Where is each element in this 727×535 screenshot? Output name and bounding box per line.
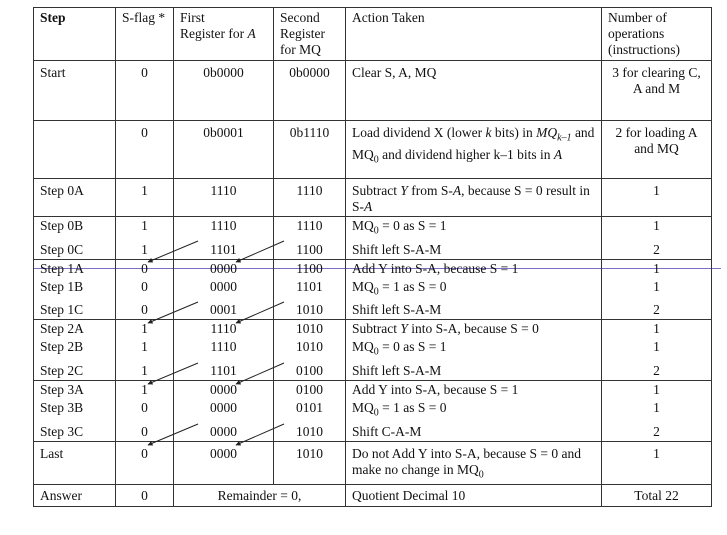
answer-total-cell: Total 22: [602, 485, 712, 507]
sflag-cell: 1: [116, 179, 174, 217]
sflag-cell: 0: [116, 441, 174, 485]
step-cell: Step 2B: [34, 338, 116, 362]
table-row: [34, 259, 712, 278]
action-cell: Add Y into S-A, because S = 1: [346, 259, 602, 278]
first-register-cell: 0000: [174, 381, 274, 400]
table-row: [34, 241, 712, 260]
table-row: [34, 121, 712, 179]
step-cell: Step 0A: [34, 179, 116, 217]
first-register-cell: 1110: [174, 217, 274, 241]
operations-cell: 1: [602, 399, 712, 423]
action-cell: Shift left S-A-M: [346, 362, 602, 381]
sflag-cell: 1: [116, 362, 174, 381]
first-register-cell: 1110: [174, 179, 274, 217]
second-register-cell: 1010: [274, 423, 346, 442]
operations-cell: 2: [602, 423, 712, 442]
sflag-cell: 0: [116, 278, 174, 302]
first-register-cell: 0b0000: [174, 61, 274, 121]
header-first-register: First Register for A: [174, 8, 274, 61]
second-register-cell: 0b0000: [274, 61, 346, 121]
second-register-cell: 1010: [274, 301, 346, 320]
second-register-cell: 1101: [274, 278, 346, 302]
action-cell: $MQ_0 = 0$ as S = 1: [346, 338, 602, 362]
second-register-cell: 1110: [274, 179, 346, 217]
operations-cell: 1: [602, 217, 712, 241]
first-register-cell: 1110: [174, 338, 274, 362]
table-row: [34, 441, 712, 485]
second-register-cell: 1010: [274, 320, 346, 339]
table-row: [34, 61, 712, 121]
header-action: Action Taken: [346, 8, 602, 61]
header-sflag: S-flag *: [116, 8, 174, 61]
step-cell: Step 3C: [34, 423, 116, 442]
answer-quotient-cell: Quotient Decimal 10: [346, 485, 602, 507]
table-row: [34, 381, 712, 400]
action-cell: Load dividend X (lower k bits) in $MQ_{k-1}$ and $MQ_0$ and dividend higher k–1 bits in A: [346, 121, 602, 179]
first-register-cell: 1101: [174, 362, 274, 381]
second-register-cell: 1010: [274, 441, 346, 485]
sflag-cell: 0: [116, 121, 174, 179]
step-cell: Step 2C: [34, 362, 116, 381]
answer-row: [34, 485, 712, 507]
second-register-cell: 1110: [274, 217, 346, 241]
table-row: [34, 179, 712, 217]
first-register-cell: 0000: [174, 441, 274, 485]
operations-cell: 1: [602, 259, 712, 278]
step-cell: Step 3A: [34, 381, 116, 400]
second-register-cell: 1100: [274, 241, 346, 260]
table-header-row: [34, 8, 712, 61]
answer-sflag-cell: 0: [116, 485, 174, 507]
sflag-cell: 1: [116, 241, 174, 260]
first-register-cell: 0000: [174, 278, 274, 302]
operations-cell: 2: [602, 362, 712, 381]
operations-cell: 2: [602, 301, 712, 320]
step-cell: Step 0C: [34, 241, 116, 260]
action-cell: $MQ_0 = 1$ as S = 0: [346, 278, 602, 302]
step-cell: [34, 121, 116, 179]
operations-cell: 1: [602, 338, 712, 362]
header-second-register: Second Register for MQ: [274, 8, 346, 61]
action-cell: Do not Add Y into S-A, because S = 0 and make no change in $MQ_0$: [346, 441, 602, 485]
sflag-cell: 0: [116, 399, 174, 423]
first-register-cell: 0b0001: [174, 121, 274, 179]
table-row: [34, 320, 712, 339]
action-cell: Subtract Y into S-A, because S = 0: [346, 320, 602, 339]
answer-remainder-cell: Remainder = 0,: [174, 485, 346, 507]
sflag-cell: 1: [116, 217, 174, 241]
action-cell: Clear S, A, MQ: [346, 61, 602, 121]
sflag-cell: 0: [116, 259, 174, 278]
operations-cell: 2 for loading A and MQ: [602, 121, 712, 179]
table-row: [34, 338, 712, 362]
operations-cell: 1: [602, 179, 712, 217]
sflag-cell: 1: [116, 381, 174, 400]
second-register-cell: 0b1110: [274, 121, 346, 179]
operations-cell: 1: [602, 381, 712, 400]
second-register-cell: 0100: [274, 381, 346, 400]
operations-cell: 2: [602, 241, 712, 260]
step-cell: Step 1A: [34, 259, 116, 278]
action-cell: Shift left S-A-M: [346, 301, 602, 320]
table-row: [34, 278, 712, 302]
step-cell: Step 1C: [34, 301, 116, 320]
first-register-cell: 0000: [174, 423, 274, 442]
second-register-cell: 0101: [274, 399, 346, 423]
step-cell: Start: [34, 61, 116, 121]
operations-cell: 1: [602, 278, 712, 302]
table-row: [34, 423, 712, 442]
table-row: [34, 217, 712, 241]
action-cell: Add Y into S-A, because S = 1: [346, 381, 602, 400]
step-cell: Step 2A: [34, 320, 116, 339]
operations-cell: 1: [602, 320, 712, 339]
action-cell: Subtract Y from S-A, because S = 0 result in S-A: [346, 179, 602, 217]
step-cell: Last: [34, 441, 116, 485]
action-cell: $MQ_0 = 1$ as S = 0: [346, 399, 602, 423]
operations-cell: 3 for clearing C, A and M: [602, 61, 712, 121]
second-register-cell: 0100: [274, 362, 346, 381]
action-cell: Shift left S-A-M: [346, 241, 602, 260]
step-cell: Step 0B: [34, 217, 116, 241]
first-register-cell: 1110: [174, 320, 274, 339]
second-register-cell: 1010: [274, 338, 346, 362]
step-cell: Step 3B: [34, 399, 116, 423]
sflag-cell: 1: [116, 320, 174, 339]
header-operations: Number of operations (instructions): [602, 8, 712, 61]
sflag-cell: 0: [116, 423, 174, 442]
second-register-cell: 1100: [274, 259, 346, 278]
action-cell: $MQ_0 = 0$ as S = 1: [346, 217, 602, 241]
sflag-cell: 0: [116, 61, 174, 121]
first-register-cell: 1101: [174, 241, 274, 260]
operations-cell: 1: [602, 441, 712, 485]
step-cell: Step 1B: [34, 278, 116, 302]
first-register-cell: 0000: [174, 259, 274, 278]
first-register-cell: 0000: [174, 399, 274, 423]
division-steps-table: [33, 7, 712, 507]
action-cell: Shift C-A-M: [346, 423, 602, 442]
sflag-cell: 0: [116, 301, 174, 320]
header-step: Step: [34, 8, 116, 61]
table-row: [34, 301, 712, 320]
answer-step-cell: Answer: [34, 485, 116, 507]
sflag-cell: 1: [116, 338, 174, 362]
table-row: [34, 362, 712, 381]
first-register-cell: 0001: [174, 301, 274, 320]
table-row: [34, 399, 712, 423]
